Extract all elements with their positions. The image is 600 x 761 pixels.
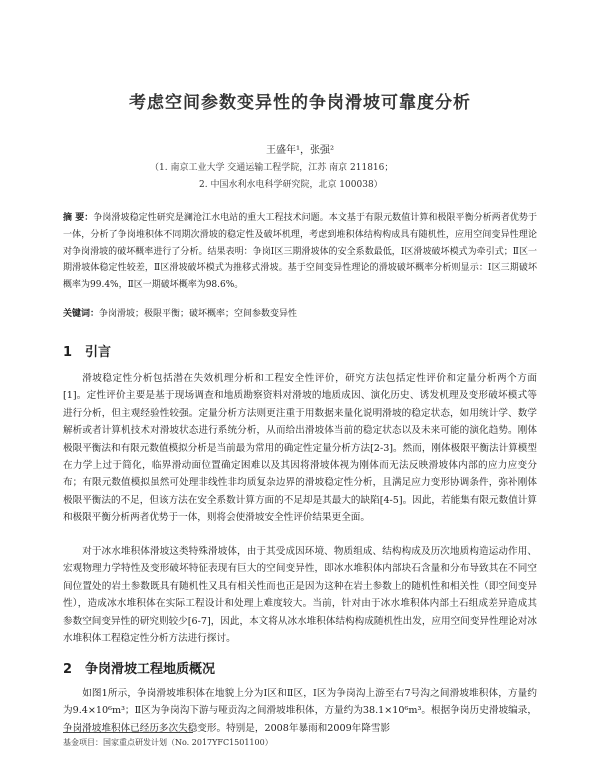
section-2-paragraph-1: 如图1所示，争岗滑坡堆积体在地貌上分为Ⅰ区和Ⅱ区，Ⅰ区为争岗沟上游至右7号沟之间滑坡堆积体，方量约为9.4×10⁶m³；Ⅱ区为争岗沟下游与哑贡沟之间滑坡堆积体，方量约为38.1×10⁶m³。根据争岗历史滑坡编录，争岗滑坡堆积体已经历多次失稳变形。特别是，2008年暴雨和2009年降雪影 [63,688,537,734]
section-2-number: 2 [63,662,73,677]
affiliation-2: 2. 中国水利水电科学研究院，北京 100038） [199,180,383,190]
abstract-text: 争岗滑坡稳定性研究是澜沧江水电站的重大工程技术问题。本文基于有限元数值计算和极限平衡分析两者优势于一体，分析了争岗堆积体不同期次滑坡的稳定性及破坏机理，考虑到堆积体结构构成具有随机性，应用空间变异性理论对争岗滑坡的破坏概率进行了分析。结果表明：争岗Ⅰ区三期滑坡体的安全系数最低，Ⅰ区滑坡破坏模式为牵引式；Ⅱ区一期滑坡体稳定性较差，Ⅱ区滑坡破坏模式为推移式滑坡。基于空间变异性理论的滑坡破坏概率分析则显示：Ⅰ区三期破坏概率为99.4%，Ⅱ区一期破坏概率为98.6%。 [63,213,537,291]
section-1-paragraph-1: 滑坡稳定性分析包括潜在失效机理分析和工程安全性评价，研究方法包括定性评价和定量分析两个方面[1]。定性评价主要是基于现场调查和地质勘察资料对滑坡的地质成因、演化历史、诱发机理及变形破坏模式等进行分析，但主观经验性较强。定量分析方法则更注重于用数据来量化说明滑坡的稳定状态，如用统计学、数学解析或者计算机技术对滑坡状态进行系统分析，从而给出滑坡体当前的稳定状态以及未来可能的演化趋势。刚体极限平衡法和有限元数值模拟分析是当前最为常用的确定性定量分析方法[2-3]。然而，刚体极限平衡法计算模型在力学上过于简化，临界滑动面位置确定困难以及其因将滑坡体视为刚体而无法反映滑坡体内部的应力应变分布；有限元数值模拟虽然可处理非线性非均质复杂边界的滑坡稳定性分析，且满足应力变形协调条件，弥补刚体极限平衡法的不足，但该方法在安全系数计算方面的不足却是其最大的缺陷[4-5]。因此，若能集有限元数值计算和极限平衡分析两者优势于一体，则将会使滑坡安全性评价结果更全面。 [63,373,537,524]
section-2-title: 争岗滑坡工程地质概况 [85,662,216,677]
section-1-title: 引言 [85,345,112,360]
paper-title: 考虑空间参数变异性的争岗滑坡可靠度分析 [129,93,471,113]
section-1-heading [63,341,111,360]
section-1-paragraph-2: 对于冰水堆积体滑坡这类特殊滑坡体，由于其受成因环境、物质组成、结构构成及历次地质构造运动作用、宏观物理力学特性及变形破坏特征表现有巨大的空间变异性，即冰水堆积体内部块石含量和分布导致其在不同空间位置处的岩土参数既具有随机性又具有相关性而也正是因为这种在岩土参数上的随机性和相关性（即空间变异性），造成冰水堆积体在实际工程设计和处理上难度较大。当前，针对由于冰水堆积体内部土石组成差异造成其参数空间变异性的研究则较少[6-7]，因此，本文将从冰水堆积体结构构成随机性出发，应用空间变异性理论对冰水堆积体工程稳定性分析方法进行探讨。 [63,546,537,645]
keywords [63,306,537,319]
abstract-label: 摘 要： [63,213,94,223]
section-1-number: 1 [63,345,73,360]
affiliation-1: （1. 南京工业大学 交通运输工程学院，江苏 南京 211816； [150,163,394,173]
footnote-divider [63,732,193,733]
keywords-text: 争岗滑坡；极限平衡；破坏概率；空间参数变异性 [99,309,298,319]
footnote: 基金项目：国家重点研发计划（No. 2017YFC1501100） [63,738,273,747]
authors: 王盛年¹，张强² [265,145,335,156]
section-2-heading [63,658,215,677]
abstract [63,210,537,294]
keywords-label: 关键词： [63,309,100,319]
